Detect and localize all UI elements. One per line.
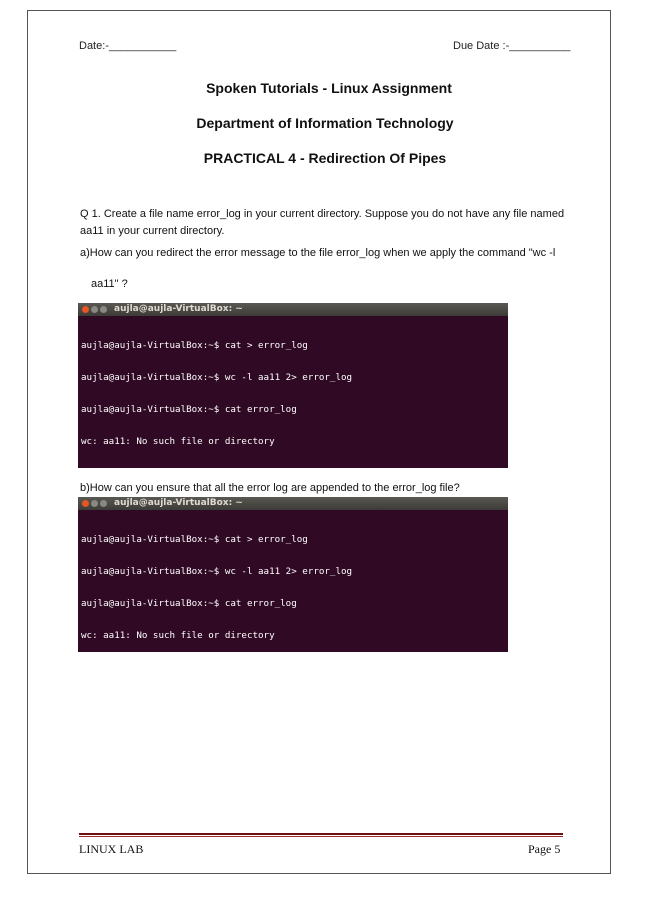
terminal-line: aujla@aujla-VirtualBox:~$ wc aaaaaaa111 2>> error_log — [81, 661, 375, 673]
terminal-titlebar — [78, 303, 508, 316]
question-a-line-2: aa11" ? — [91, 278, 128, 290]
footer-course: LINUX LAB — [79, 842, 144, 856]
cursor-icon — [225, 789, 231, 798]
close-icon — [82, 500, 89, 507]
question-1 — [80, 206, 570, 240]
maximize-icon — [100, 306, 107, 313]
terminal-line: aujla@aujla-VirtualBox:~$ cat > error_log — [81, 534, 308, 546]
department-title: Department of Information Technology — [196, 115, 454, 131]
terminal-line: aujla@aujla-VirtualBox:~$ cat error_log — [81, 597, 297, 609]
footer-rule-thin — [79, 836, 563, 837]
terminal-title: aujla@aujla-VirtualBox: ~ — [114, 304, 243, 314]
terminal-titlebar — [78, 497, 508, 510]
terminal-line: wc: aa11: No such file or directory — [81, 435, 275, 447]
terminal-line: wc: aaaaaaa111: No such file or directory — [81, 756, 308, 768]
maximize-icon — [100, 500, 107, 507]
minimize-icon — [91, 306, 98, 313]
terminal-line: wc: aa11: No such file or directory — [81, 629, 275, 641]
terminal-line: aujla@aujla-VirtualBox:~$ wc -l aa11 2> error_log — [81, 565, 353, 577]
question-a-line-1: a)How can you redirect the error message to the file error_log when we apply the command "wc -l — [80, 247, 556, 259]
question-b: b)How can you ensure that all the error log are appended to the error_log file? — [80, 482, 460, 494]
assignment-title: Spoken Tutorials - Linux Assignment — [206, 80, 452, 96]
practical-title: PRACTICAL 4 - Redirection Of Pipes — [203, 150, 447, 166]
due-date-field: Due Date :-__________ — [453, 40, 571, 52]
terminal-line: wc: aa11: No such file or directory — [81, 724, 275, 736]
cursor-icon — [225, 468, 231, 477]
terminal-screenshot-1 — [78, 303, 508, 480]
terminal-screenshot-2 — [78, 497, 508, 801]
terminal-line: aujla@aujla-VirtualBox:~$ cat error_log — [81, 693, 297, 705]
terminal-prompt: aujla@aujla-VirtualBox:~$ — [81, 468, 225, 480]
terminal-line: aujla@aujla-VirtualBox:~$ wc -l aa11 2> error_log — [81, 371, 353, 383]
terminal-output — [78, 316, 508, 505]
page-number: Page 5 — [528, 842, 561, 856]
date-field: Date:-___________ — [79, 40, 177, 52]
terminal-title: aujla@aujla-VirtualBox: ~ — [114, 498, 243, 508]
question-1-line-2: aa11 in your current directory. — [80, 225, 225, 237]
terminal-prompt-line — [81, 468, 505, 480]
terminal-line: aujla@aujla-VirtualBox:~$ cat error_log — [81, 403, 297, 415]
terminal-output — [78, 510, 508, 826]
minimize-icon — [91, 500, 98, 507]
close-icon — [82, 306, 89, 313]
terminal-prompt-line — [81, 789, 505, 801]
terminal-line: aujla@aujla-VirtualBox:~$ cat > error_log — [81, 340, 308, 352]
footer-rule — [79, 833, 563, 835]
terminal-prompt: aujla@aujla-VirtualBox:~$ — [81, 789, 225, 801]
question-1-line-1: Q 1. Create a file name error_log in your current directory. Suppose you do not have any file named — [80, 208, 565, 220]
